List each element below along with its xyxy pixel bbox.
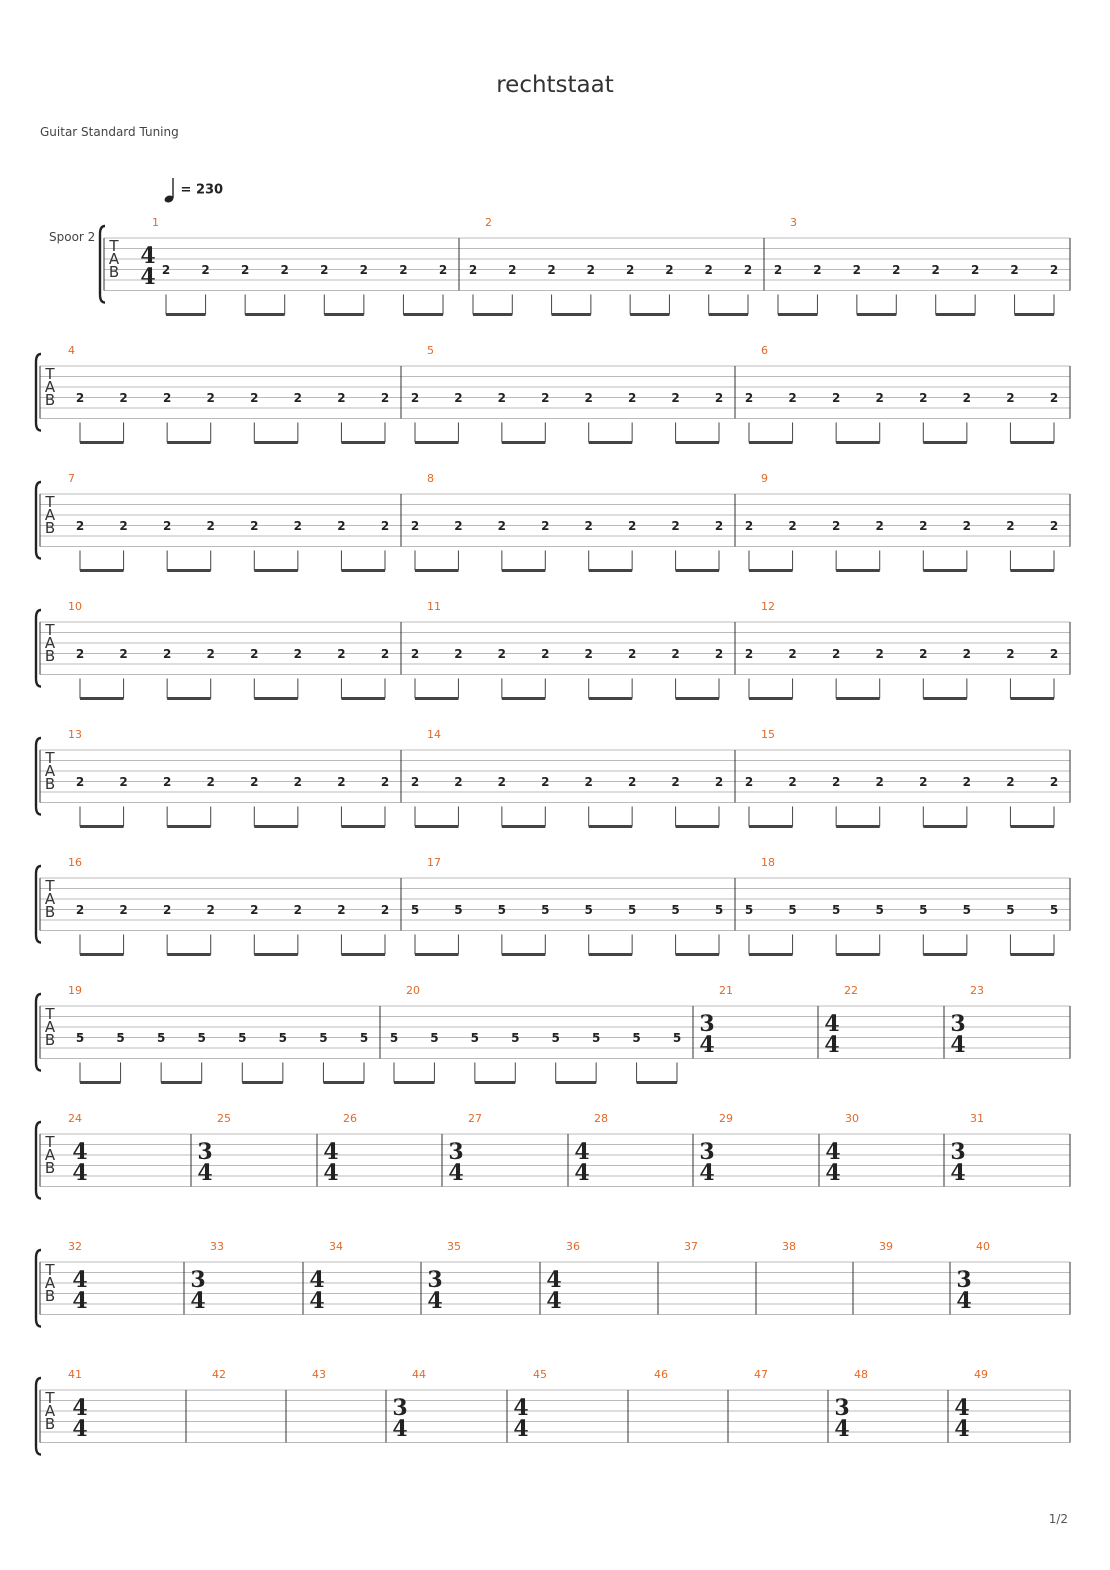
fret-number: 2 — [250, 391, 259, 405]
measure-number: 48 — [854, 1368, 868, 1381]
fret-number: 5 — [919, 903, 928, 917]
measure-number: 42 — [212, 1368, 226, 1381]
fret-number: 2 — [250, 903, 259, 917]
fret-number: 2 — [875, 775, 884, 789]
measure-number: 4 — [68, 344, 75, 357]
tab-clef-letter: B — [44, 903, 56, 921]
fret-number: 5 — [632, 1031, 641, 1045]
fret-number: 2 — [962, 647, 972, 661]
fret-number: 2 — [293, 647, 303, 661]
time-signature-numerator: 4 — [546, 1267, 562, 1293]
fret-number: 2 — [625, 263, 635, 277]
time-signature-numerator: 3 — [448, 1139, 464, 1165]
fret-number: 5 — [389, 1031, 399, 1045]
measure-number: 22 — [844, 984, 858, 997]
time-signature-numerator: 3 — [950, 1139, 966, 1165]
time-signature-denominator: 4 — [392, 1416, 408, 1442]
time-signature-numerator: 3 — [834, 1395, 850, 1421]
tab-clef-letter: T — [45, 493, 55, 511]
fret-number: 2 — [119, 391, 128, 405]
fret-number: 2 — [875, 647, 884, 661]
time-signature-numerator: 4 — [72, 1139, 88, 1165]
fret-number: 2 — [788, 519, 797, 533]
fret-number: 2 — [250, 519, 259, 533]
measure-number: 29 — [719, 1112, 733, 1125]
measure-number: 5 — [427, 344, 434, 357]
measure-number: 37 — [684, 1240, 698, 1253]
tab-clef-letter: T — [45, 621, 55, 639]
fret-number: 2 — [584, 391, 593, 405]
measure-number: 19 — [68, 984, 82, 997]
fret-number: 2 — [337, 519, 346, 533]
time-signature-denominator: 4 — [309, 1288, 325, 1314]
time-signature-denominator: 4 — [574, 1160, 590, 1186]
fret-number: 2 — [293, 519, 303, 533]
fret-number: 5 — [541, 903, 550, 917]
page-number: 1/2 — [1048, 1512, 1068, 1526]
tab-clef-letter: B — [44, 519, 56, 537]
measure-number: 44 — [412, 1368, 426, 1381]
tab-clef-letter: T — [45, 365, 55, 383]
measure-number: 7 — [68, 472, 75, 485]
fret-number: 2 — [119, 903, 128, 917]
fret-number: 2 — [380, 647, 390, 661]
fret-number: 2 — [359, 263, 369, 277]
fret-number: 2 — [250, 647, 259, 661]
fret-number: 2 — [1006, 519, 1015, 533]
fret-number: 5 — [1006, 903, 1015, 917]
time-signature-denominator: 4 — [956, 1288, 972, 1314]
fret-number: 5 — [410, 903, 420, 917]
measure-number: 46 — [654, 1368, 668, 1381]
fret-number: 2 — [541, 519, 550, 533]
time-signature-numerator: 3 — [956, 1267, 972, 1293]
tab-clef-letter: A — [44, 378, 56, 396]
fret-number: 5 — [714, 903, 724, 917]
fret-number: 2 — [497, 519, 507, 533]
fret-number: 2 — [788, 647, 797, 661]
fret-number: 2 — [119, 647, 128, 661]
fret-number: 2 — [831, 775, 841, 789]
fret-number: 2 — [714, 391, 724, 405]
time-signature-numerator: 4 — [513, 1395, 529, 1421]
tab-clef-letter: T — [45, 1261, 55, 1279]
measure-number: 15 — [761, 728, 775, 741]
tab-clef-letter: T — [45, 1133, 55, 1151]
fret-number: 2 — [788, 391, 797, 405]
fret-number: 2 — [280, 263, 289, 277]
fret-number: 2 — [704, 263, 713, 277]
fret-number: 5 — [454, 903, 463, 917]
fret-number: 2 — [293, 775, 303, 789]
fret-number: 2 — [337, 391, 346, 405]
fret-number: 2 — [380, 775, 390, 789]
time-signature-denominator: 4 — [950, 1032, 966, 1058]
fret-number: 2 — [714, 775, 724, 789]
time-signature-numerator: 3 — [392, 1395, 408, 1421]
fret-number: 2 — [206, 647, 215, 661]
fret-number: 5 — [156, 1031, 166, 1045]
tab-clef-letter: B — [44, 391, 56, 409]
fret-number: 2 — [399, 263, 408, 277]
fret-number: 2 — [162, 647, 172, 661]
time-signature-denominator: 4 — [825, 1160, 841, 1186]
fret-number: 5 — [672, 1031, 682, 1045]
fret-number: 2 — [75, 391, 85, 405]
tab-clef-letter: A — [44, 1274, 56, 1292]
time-signature-numerator: 4 — [140, 243, 156, 269]
tab-clef-letter: T — [45, 749, 55, 767]
fret-number: 5 — [116, 1031, 125, 1045]
fret-number: 5 — [831, 903, 841, 917]
tab-clef-letter: B — [44, 1415, 56, 1433]
fret-number: 2 — [1049, 775, 1059, 789]
fret-number: 2 — [1006, 647, 1015, 661]
fret-number: 2 — [119, 519, 128, 533]
fret-number: 2 — [541, 775, 550, 789]
fret-number: 2 — [584, 775, 593, 789]
fret-number: 2 — [627, 519, 637, 533]
fret-number: 2 — [454, 775, 463, 789]
tab-clef-letter: A — [44, 1402, 56, 1420]
fret-number: 2 — [380, 519, 390, 533]
fret-number: 2 — [75, 647, 85, 661]
fret-number: 2 — [931, 263, 940, 277]
time-signature-denominator: 4 — [513, 1416, 529, 1442]
tuning-label: Guitar Standard Tuning — [40, 125, 179, 139]
fret-number: 2 — [541, 391, 550, 405]
time-signature-numerator: 4 — [825, 1139, 841, 1165]
measure-number: 23 — [970, 984, 984, 997]
tab-clef-letter: T — [45, 877, 55, 895]
fret-number: 2 — [206, 775, 215, 789]
fret-number: 2 — [410, 519, 420, 533]
time-signature-denominator: 4 — [197, 1160, 213, 1186]
fret-number: 2 — [586, 263, 596, 277]
fret-number: 5 — [511, 1031, 520, 1045]
time-signature-denominator: 4 — [954, 1416, 970, 1442]
measure-number: 26 — [343, 1112, 357, 1125]
fret-number: 2 — [337, 775, 346, 789]
fret-number: 2 — [201, 263, 210, 277]
fret-number: 2 — [1006, 391, 1015, 405]
time-signature-numerator: 3 — [699, 1139, 715, 1165]
tab-clef-letter: A — [44, 634, 56, 652]
measure-number: 45 — [533, 1368, 547, 1381]
fret-number: 2 — [671, 775, 680, 789]
fret-number: 2 — [919, 647, 928, 661]
fret-number: 2 — [410, 391, 420, 405]
measure-number: 30 — [845, 1112, 859, 1125]
time-signature-numerator: 3 — [427, 1267, 443, 1293]
measure-number: 28 — [594, 1112, 608, 1125]
time-signature-numerator: 3 — [950, 1011, 966, 1037]
time-signature-denominator: 4 — [140, 264, 156, 290]
fret-number: 2 — [744, 519, 754, 533]
tab-clef-letter: B — [44, 1159, 56, 1177]
fret-number: 2 — [240, 263, 250, 277]
fret-number: 2 — [497, 391, 507, 405]
measure-number: 34 — [329, 1240, 343, 1253]
fret-number: 2 — [206, 519, 215, 533]
fret-number: 2 — [320, 263, 329, 277]
fret-number: 5 — [962, 903, 972, 917]
measure-number: 13 — [68, 728, 82, 741]
fret-number: 2 — [293, 391, 303, 405]
fret-number: 2 — [584, 519, 593, 533]
tab-clef-letter: B — [44, 647, 56, 665]
time-signature-denominator: 4 — [546, 1288, 562, 1314]
measure-number: 41 — [68, 1368, 82, 1381]
fret-number: 2 — [892, 263, 901, 277]
fret-number: 2 — [714, 519, 724, 533]
fret-number: 2 — [627, 775, 637, 789]
measure-number: 43 — [312, 1368, 326, 1381]
measure-number: 17 — [427, 856, 441, 869]
fret-number: 2 — [714, 647, 724, 661]
fret-number: 2 — [162, 775, 172, 789]
fret-number: 2 — [671, 647, 680, 661]
fret-number: 2 — [162, 519, 172, 533]
fret-number: 2 — [852, 263, 862, 277]
fret-number: 2 — [970, 263, 980, 277]
tab-clef-letter: A — [44, 1146, 56, 1164]
time-signature-denominator: 4 — [699, 1032, 715, 1058]
measure-number: 9 — [761, 472, 768, 485]
fret-number: 2 — [547, 263, 556, 277]
fret-number: 2 — [250, 775, 259, 789]
time-signature-denominator: 4 — [834, 1416, 850, 1442]
measure-number: 1 — [152, 216, 159, 229]
time-signature-numerator: 4 — [309, 1267, 325, 1293]
fret-number: 2 — [1049, 391, 1059, 405]
fret-number: 2 — [919, 519, 928, 533]
fret-number: 2 — [380, 391, 390, 405]
fret-number: 2 — [454, 647, 463, 661]
fret-number: 2 — [831, 391, 841, 405]
time-signature-numerator: 3 — [190, 1267, 206, 1293]
fret-number: 2 — [206, 391, 215, 405]
fret-number: 2 — [508, 263, 517, 277]
fret-number: 2 — [1049, 519, 1059, 533]
fret-number: 2 — [788, 775, 797, 789]
measure-number: 25 — [217, 1112, 231, 1125]
time-signature-denominator: 4 — [72, 1288, 88, 1314]
tab-clef-letter: A — [44, 1018, 56, 1036]
fret-number: 2 — [671, 391, 680, 405]
fret-number: 2 — [773, 263, 783, 277]
fret-number: 2 — [337, 647, 346, 661]
fret-number: 5 — [470, 1031, 480, 1045]
time-signature-denominator: 4 — [448, 1160, 464, 1186]
measure-number: 47 — [754, 1368, 768, 1381]
fret-number: 2 — [541, 647, 550, 661]
time-signature-denominator: 4 — [950, 1160, 966, 1186]
measure-number: 36 — [566, 1240, 580, 1253]
score-title: rechtstaat — [496, 72, 614, 98]
fret-number: 5 — [788, 903, 797, 917]
fret-number: 5 — [671, 903, 680, 917]
fret-number: 2 — [75, 903, 85, 917]
fret-number: 2 — [744, 391, 754, 405]
fret-number: 5 — [75, 1031, 85, 1045]
measure-number: 12 — [761, 600, 775, 613]
measure-number: 31 — [970, 1112, 984, 1125]
fret-number: 2 — [119, 775, 128, 789]
fret-number: 2 — [875, 519, 884, 533]
fret-number: 5 — [1049, 903, 1059, 917]
fret-number: 2 — [875, 391, 884, 405]
measure-number: 2 — [485, 216, 492, 229]
fret-number: 2 — [744, 647, 754, 661]
measure-number: 39 — [879, 1240, 893, 1253]
fret-number: 5 — [627, 903, 637, 917]
measure-number: 38 — [782, 1240, 796, 1253]
tab-clef-letter: A — [44, 762, 56, 780]
fret-number: 2 — [438, 263, 448, 277]
time-signature-denominator: 4 — [72, 1160, 88, 1186]
tab-clef-letter: B — [44, 1287, 56, 1305]
time-signature-numerator: 3 — [197, 1139, 213, 1165]
fret-number: 2 — [161, 263, 171, 277]
measure-number: 24 — [68, 1112, 82, 1125]
fret-number: 2 — [75, 519, 85, 533]
fret-number: 5 — [591, 1031, 601, 1045]
time-signature-denominator: 4 — [699, 1160, 715, 1186]
fret-number: 2 — [627, 647, 637, 661]
tab-clef-letter: T — [45, 1389, 55, 1407]
fret-number: 5 — [497, 903, 507, 917]
fret-number: 5 — [197, 1031, 206, 1045]
tab-clef-letter: B — [44, 1031, 56, 1049]
fret-number: 2 — [410, 647, 420, 661]
time-signature-denominator: 4 — [323, 1160, 339, 1186]
time-signature-numerator: 4 — [824, 1011, 840, 1037]
time-signature-denominator: 4 — [72, 1416, 88, 1442]
tab-clef-letter: B — [108, 263, 120, 281]
measure-number: 11 — [427, 600, 441, 613]
fret-number: 2 — [293, 903, 303, 917]
fret-number: 2 — [1049, 263, 1059, 277]
fret-number: 2 — [919, 775, 928, 789]
fret-number: 2 — [454, 391, 463, 405]
time-signature-denominator: 4 — [824, 1032, 840, 1058]
measure-number: 20 — [406, 984, 420, 997]
tab-clef-letter: A — [44, 890, 56, 908]
fret-number: 2 — [962, 775, 972, 789]
time-signature-denominator: 4 — [190, 1288, 206, 1314]
fret-number: 2 — [671, 519, 680, 533]
fret-number: 2 — [454, 519, 463, 533]
measure-number: 35 — [447, 1240, 461, 1253]
fret-number: 2 — [1006, 775, 1015, 789]
fret-number: 2 — [1010, 263, 1019, 277]
time-signature-numerator: 3 — [699, 1011, 715, 1037]
tab-clef-letter: A — [44, 506, 56, 524]
fret-number: 2 — [497, 647, 507, 661]
fret-number: 2 — [831, 647, 841, 661]
fret-number: 5 — [551, 1031, 560, 1045]
fret-number: 2 — [813, 263, 822, 277]
time-signature-numerator: 4 — [574, 1139, 590, 1165]
fret-number: 2 — [627, 391, 637, 405]
fret-number: 2 — [162, 903, 172, 917]
fret-number: 2 — [584, 647, 593, 661]
measure-number: 32 — [68, 1240, 82, 1253]
fret-number: 2 — [1049, 647, 1059, 661]
track-label: Spoor 2 — [49, 230, 96, 244]
fret-number: 5 — [875, 903, 884, 917]
fret-number: 2 — [962, 519, 972, 533]
fret-number: 2 — [162, 391, 172, 405]
fret-number: 5 — [278, 1031, 288, 1045]
measure-number: 8 — [427, 472, 434, 485]
fret-number: 5 — [584, 903, 593, 917]
fret-number: 5 — [319, 1031, 328, 1045]
fret-number: 2 — [337, 903, 346, 917]
fret-number: 2 — [497, 775, 507, 789]
measure-number: 10 — [68, 600, 82, 613]
time-signature-numerator: 4 — [72, 1395, 88, 1421]
tab-clef-letter: A — [108, 250, 120, 268]
fret-number: 2 — [744, 775, 754, 789]
fret-number: 2 — [743, 263, 753, 277]
measure-number: 33 — [210, 1240, 224, 1253]
measure-number: 49 — [974, 1368, 988, 1381]
measure-number: 14 — [427, 728, 441, 741]
tab-clef-letter: T — [109, 237, 119, 255]
measure-number: 18 — [761, 856, 775, 869]
fret-number: 2 — [919, 391, 928, 405]
fret-number: 2 — [831, 519, 841, 533]
time-signature-denominator: 4 — [427, 1288, 443, 1314]
fret-number: 5 — [238, 1031, 247, 1045]
tab-clef-letter: B — [44, 775, 56, 793]
fret-number: 2 — [665, 263, 674, 277]
fret-number: 2 — [75, 775, 85, 789]
measure-number: 21 — [719, 984, 733, 997]
fret-number: 2 — [468, 263, 478, 277]
fret-number: 5 — [359, 1031, 369, 1045]
tab-clef-letter: T — [45, 1005, 55, 1023]
fret-number: 5 — [430, 1031, 439, 1045]
fret-number: 5 — [744, 903, 754, 917]
measure-number: 6 — [761, 344, 768, 357]
measure-number: 27 — [468, 1112, 482, 1125]
time-signature-numerator: 4 — [954, 1395, 970, 1421]
fret-number: 2 — [380, 903, 390, 917]
measure-number: 40 — [976, 1240, 990, 1253]
tempo-value: = 230 — [180, 182, 224, 198]
fret-number: 2 — [962, 391, 972, 405]
measure-number: 16 — [68, 856, 82, 869]
fret-number: 2 — [410, 775, 420, 789]
time-signature-numerator: 4 — [72, 1267, 88, 1293]
fret-number: 2 — [206, 903, 215, 917]
time-signature-numerator: 4 — [323, 1139, 339, 1165]
measure-number: 3 — [790, 216, 797, 229]
